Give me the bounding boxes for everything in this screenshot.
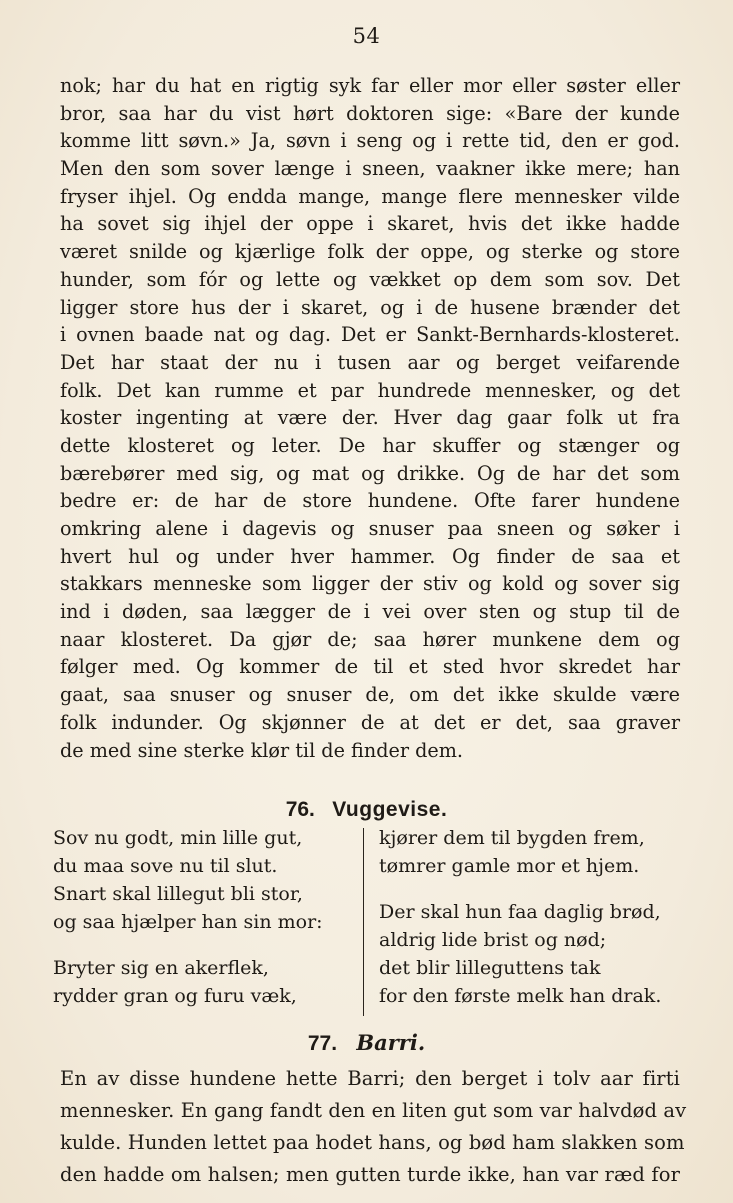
verse-line: Der skal hun faa daglig brød, <box>379 901 661 923</box>
prose-line: koster ingenting at være der. Hver dag gaar folk ut fra <box>60 406 680 430</box>
fraktur-line: En av disse hundene hette Barri; den berget i tolv aar firti <box>60 1067 680 1090</box>
prose-line: ha sovet sig ihjel der oppe i skaret, hvis det ikke hadde <box>60 212 680 236</box>
section-number: 76. <box>285 798 315 821</box>
prose-line: ligger store hus der i skaret, og i de husene brænder det <box>60 295 680 319</box>
poem-left-column <box>53 824 353 1010</box>
prose-line: hunder, som fór og lette og vækket op dem som sov. Det <box>60 267 680 291</box>
fraktur-line: mennesker. En gang fandt den en liten gut som var halvdød av <box>60 1099 687 1122</box>
stanza-gap <box>379 880 679 898</box>
prose-line: Det har staat der nu i tusen aar og berget veifarende <box>60 350 680 374</box>
prose-line: bærebører med sig, og mat og drikke. Og de har det som <box>60 461 680 485</box>
verse-line: for den første melk han drak. <box>379 985 662 1007</box>
section-heading-77 <box>0 1030 733 1056</box>
prose-line: fryser ihjel. Og endda mange, mange flere mennesker vilde <box>60 184 680 208</box>
verse-line: Bryter sig en akerflek, <box>53 957 269 979</box>
section-title: Barri. <box>356 1030 426 1055</box>
fraktur-line: den hadde om halsen; men gutten turde ikke, han var ræd for <box>60 1163 680 1186</box>
page-number: 54 <box>352 24 381 48</box>
fraktur-line: kulde. Hunden lettet paa hodet hans, og bød ham slakken som <box>60 1131 685 1154</box>
section-heading-76 <box>0 796 733 822</box>
prose-line: følger med. Og kommer de til et sted hvor skredet har <box>60 655 680 679</box>
fraktur-paragraph <box>60 1063 687 1191</box>
verse-line: Snart skal lillegut bli stor, <box>53 883 303 905</box>
verse-line: kjører dem til bygden frem, <box>379 827 645 849</box>
prose-line: folk. Det kan rumme et par hundrede mennesker, og det <box>60 378 680 402</box>
verse-line: aldrig lide brist og nød; <box>379 929 607 951</box>
prose-line: de med sine sterke klør til de finder dem. <box>60 738 464 762</box>
prose-line: ind i døden, saa lægger de i vei over sten og stup til de <box>60 600 680 624</box>
prose-line: været snilde og kjærlige folk der oppe, og sterke og store <box>60 240 680 264</box>
prose-line: i ovnen baade nat og dag. Det er Sankt-Bernhards-klosteret. <box>60 323 680 347</box>
verse-line: det blir lilleguttens tak <box>379 957 601 979</box>
section-number: 77. <box>307 1032 338 1055</box>
verse-line: og saa hjælper han sin mor: <box>53 911 323 933</box>
verse-line: rydder gran og furu væk, <box>53 985 297 1007</box>
prose-line: stakkars menneske som ligger der stiv og kold og sover sig <box>60 572 680 596</box>
column-divider <box>363 828 364 1016</box>
prose-line: naar klosteret. Da gjør de; saa hører munkene dem og <box>60 627 680 651</box>
section-title: Vuggevise. <box>332 798 448 821</box>
prose-line: bror, saa har du vist hørt doktoren sige: «Bare der kunde <box>60 101 680 125</box>
poem-right-column <box>379 824 679 1010</box>
prose-line: Men den som sover længe i sneen, vaakner ikke mere; han <box>60 157 680 181</box>
verse-line: tømrer gamle mor et hjem. <box>379 855 640 877</box>
prose-line: gaat, saa snuser og snuser de, om det ikke skulde være <box>60 683 680 707</box>
verse-line: du maa sove nu til slut. <box>53 855 278 877</box>
prose-line: nok; har du hat en rigtig syk far eller mor eller søster eller <box>60 74 680 97</box>
prose-line: bedre er: de har de store hundene. Ofte farer hundene <box>60 489 680 513</box>
verse-line: Sov nu godt, min lille gut, <box>53 827 303 849</box>
prose-line: folk indunder. Og skjønner de at det er det, saa graver <box>60 710 680 734</box>
stanza-gap <box>53 936 353 954</box>
prose-line: komme litt søvn.» Ja, søvn i seng og i rette tid, den er god. <box>60 129 680 153</box>
prose-paragraph <box>60 72 680 764</box>
prose-line: hvert hul og under hver hammer. Og finder de saa et <box>60 544 680 568</box>
prose-line: omkring alene i dagevis og snuser paa sneen og søker i <box>60 517 680 540</box>
prose-line: dette klosteret og leter. De har skuffer og stænger og <box>60 433 680 457</box>
